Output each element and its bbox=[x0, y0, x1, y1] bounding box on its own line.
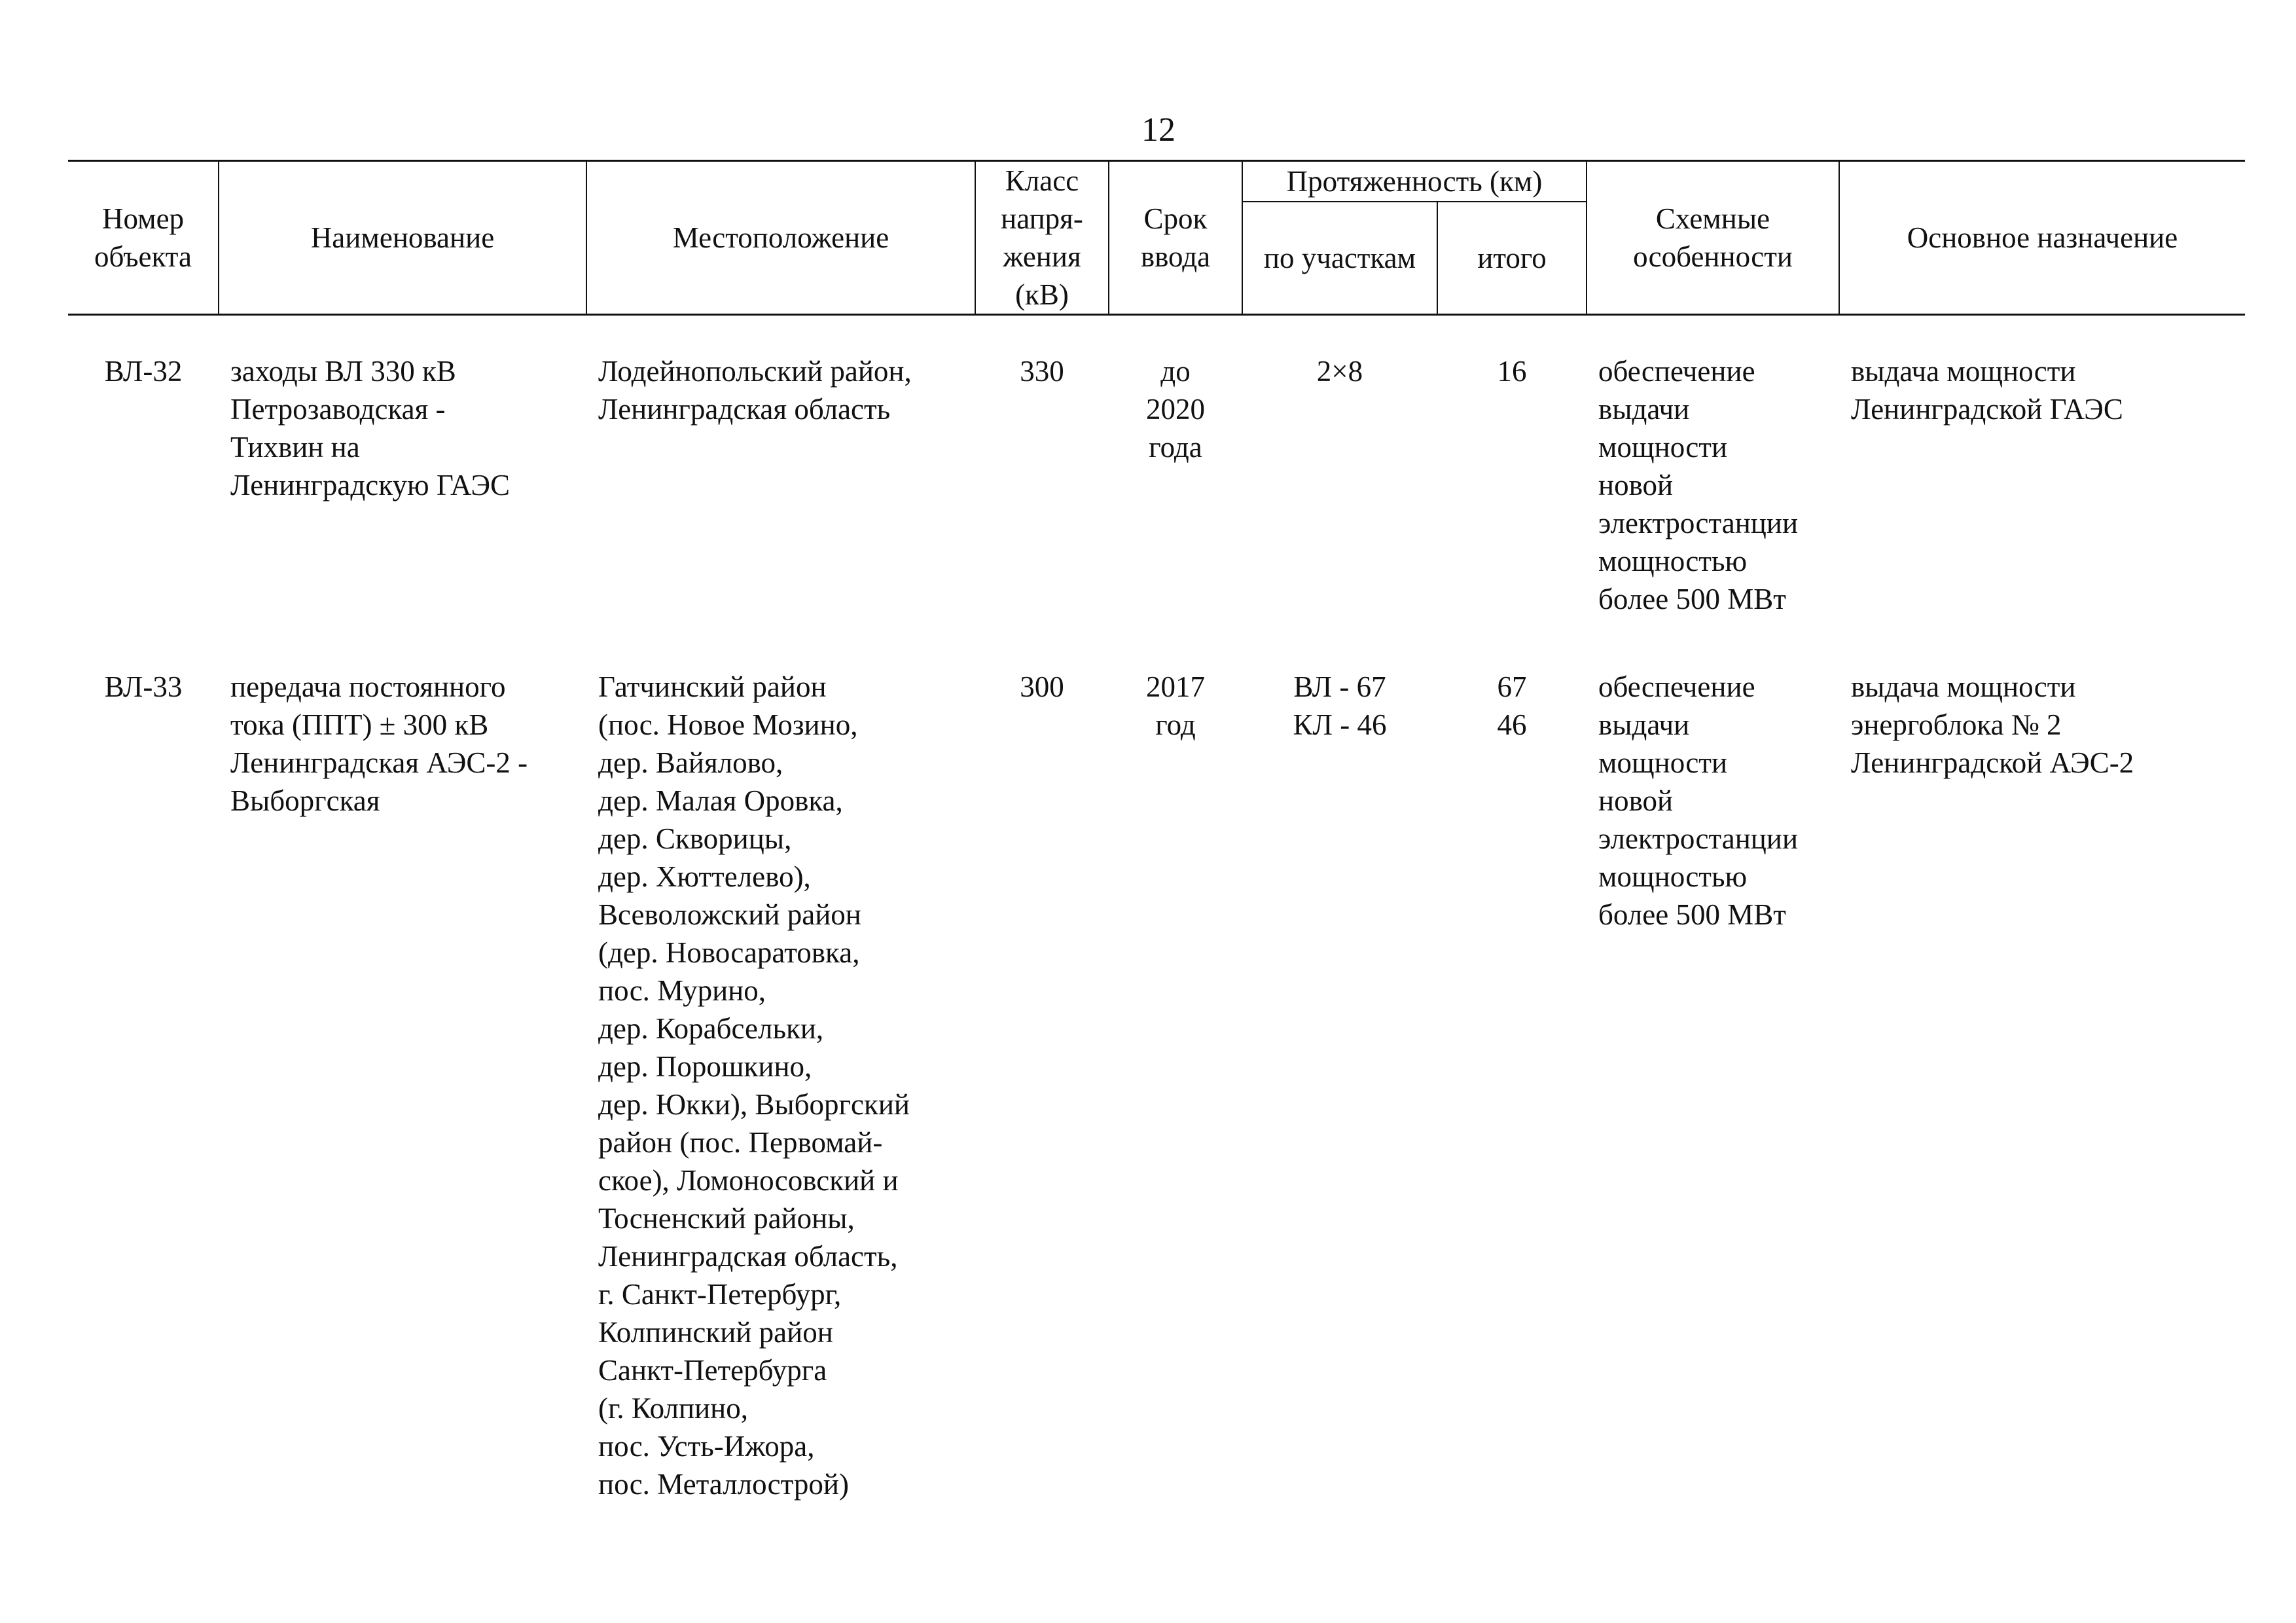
cell-commissioning: до 2020 года bbox=[1146, 355, 1205, 464]
cell-voltage-class: 300 bbox=[1020, 670, 1064, 703]
cell-scheme-features: обеспечение выдачи мощности новой электростанции мощностью более 500 МВт bbox=[1598, 670, 1799, 931]
cell-name: передача постоянного тока (ППТ) ± 300 кВ Ленинградская АЭС-2 - Выборгская bbox=[230, 670, 528, 817]
cell-object-number: ВЛ-32 bbox=[104, 355, 183, 388]
cell-voltage-class: 330 bbox=[1020, 355, 1064, 388]
header-commissioning: Срок ввода bbox=[1109, 161, 1242, 315]
header-scheme-features: Схемные особенности bbox=[1587, 161, 1839, 315]
header-length-group: Протяженность (км) bbox=[1242, 161, 1587, 202]
table-row bbox=[68, 668, 2245, 1503]
table-header bbox=[68, 161, 2245, 315]
cell-location: Гатчинский район (пос. Новое Мозино, дер. Вайялово, дер. Малая Оровка, дер. Скворицы, дер. Хюттелево), Всеволожский район (дер. Новосаратовка, пос. Мурино, дер. Корабсельки, дер. Порошкино, дер. Юкки), Выборгский район (пос. Первомай- ское), Ломоносовский и Тосненский районы, Ленинградская область, г. Санкт-Петербург, Колпинский район Санкт-Петербурга (г. Колпино, пос. Усть-Ижора, пос. Металлострой) bbox=[598, 670, 910, 1501]
cell-length-total: 67 46 bbox=[1497, 670, 1527, 741]
cell-length-by-sections: 2×8 bbox=[1316, 355, 1363, 388]
header-main-purpose: Основное назначение bbox=[1839, 161, 2245, 315]
cell-location: Лодейнопольский район, Ленинградская область bbox=[598, 355, 912, 426]
table-body bbox=[68, 315, 2245, 1504]
header-voltage-class: Класс напря-жения (кВ) bbox=[975, 161, 1109, 315]
header-name: Наименование bbox=[219, 161, 586, 315]
cell-length-by-sections: ВЛ - 67 КЛ - 46 bbox=[1293, 670, 1387, 741]
cell-scheme-features: обеспечение выдачи мощности новой электростанции мощностью более 500 МВт bbox=[1598, 355, 1799, 615]
objects-table bbox=[68, 160, 2245, 1503]
header-location: Местоположение bbox=[586, 161, 975, 315]
page-number: 12 bbox=[1141, 111, 1175, 149]
cell-object-number: ВЛ-33 bbox=[104, 670, 183, 703]
table-row bbox=[68, 352, 2245, 618]
header-length-total: итого bbox=[1437, 202, 1587, 315]
cell-length-total: 16 bbox=[1497, 355, 1527, 388]
cell-main-purpose: выдача мощности энергоблока № 2 Ленинградской АЭС-2 bbox=[1851, 670, 2134, 779]
header-object-number: Номер объекта bbox=[68, 161, 219, 315]
cell-name: заходы ВЛ 330 кВ Петрозаводская - Тихвин на Ленинградскую ГАЭС bbox=[230, 355, 511, 501]
header-length-by-sections: по участкам bbox=[1242, 202, 1437, 315]
cell-commissioning: 2017 год bbox=[1146, 670, 1205, 741]
cell-main-purpose: выдача мощности Ленинградской ГАЭС bbox=[1851, 355, 2123, 426]
